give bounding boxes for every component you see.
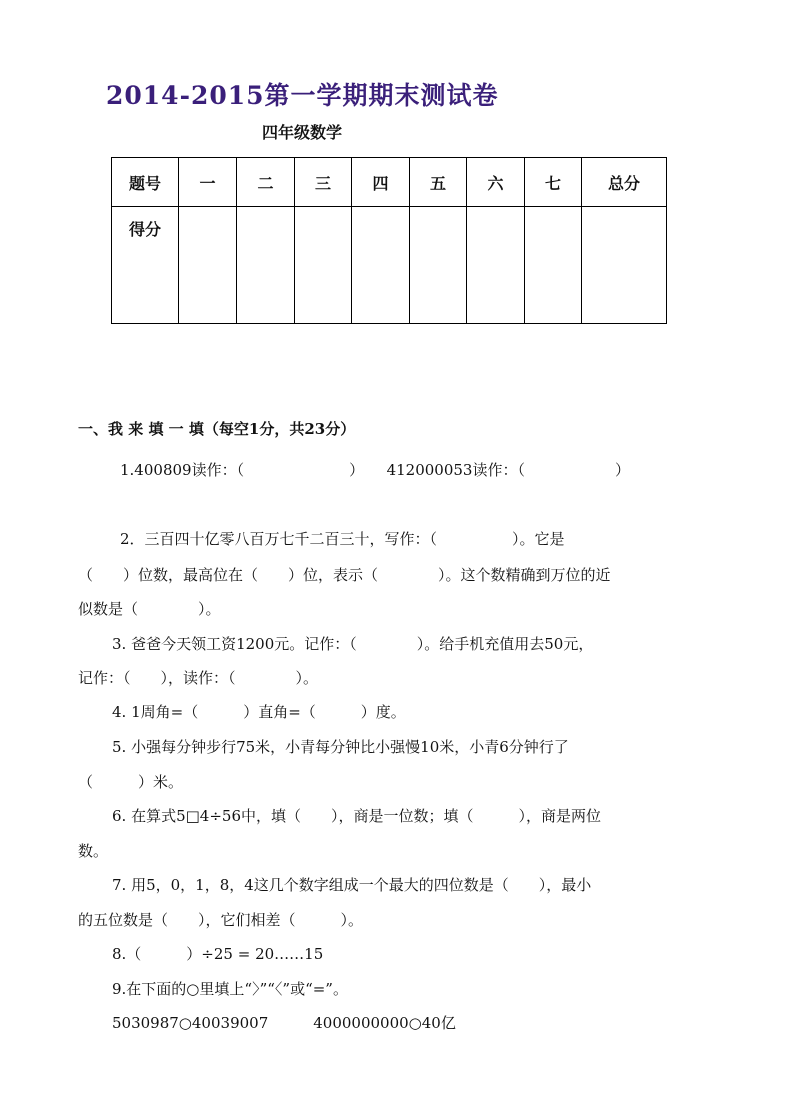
score-cell-2[interactable] (237, 207, 295, 324)
header-cell-label: 题号 (112, 158, 179, 207)
question-9: 9.在下面的○里填上“〉”“〈”或“=”。 (112, 980, 348, 998)
exam-title: 2014-2015第一学期期末测试卷 (106, 81, 499, 110)
header-cell-2: 二 (237, 158, 295, 207)
score-table-score-row (112, 207, 667, 324)
question-9-comparisons: 5030987○40039007 4000000000○40亿 (112, 1014, 456, 1032)
section-1-heading: 一、我 来 填 一 填（每空1分，共23分） (78, 420, 356, 438)
question-2-line-3: 似数是（ ）。 (78, 600, 221, 618)
question-6-line-2: 数。 (78, 842, 109, 860)
score-row-label: 得分 (112, 207, 179, 324)
score-cell-total[interactable] (582, 207, 667, 324)
question-8: 8.（ ）÷25 = 20……15 (112, 945, 324, 963)
question-5-line-2: （ ）米。 (78, 773, 184, 791)
score-cell-6[interactable] (467, 207, 525, 324)
question-5-line-1: 5. 小强每分钟步行75米，小青每分钟比小强慢10米，小青6分钟行了 (112, 738, 569, 756)
header-cell-6: 六 (467, 158, 525, 207)
score-cell-3[interactable] (295, 207, 352, 324)
question-2-line-2: （ ）位数，最高位在（ ）位，表示（ ）。这个数精确到万位的近 (78, 566, 611, 584)
score-table-header-row (112, 158, 667, 207)
question-4: 4. 1周角=（ ）直角=（ ）度。 (112, 703, 406, 721)
header-cell-1: 一 (179, 158, 237, 207)
question-7-line-1: 7. 用5，0，1，8，4这几个数字组成一个最大的四位数是（ ），最小 (112, 876, 592, 894)
header-cell-7: 七 (525, 158, 582, 207)
header-cell-total: 总分 (582, 158, 667, 207)
header-cell-3: 三 (295, 158, 352, 207)
exam-subtitle: 四年级数学 (262, 123, 343, 142)
question-1: 1.400809读作：（ ） 412000053读作：（ ） (120, 461, 630, 479)
question-2-line-1: 2．三百四十亿零八百万七千二百三十，写作：（ ）。它是 (120, 530, 565, 548)
question-7-line-2: 的五位数是（ ），它们相差（ ）。 (78, 911, 364, 929)
score-cell-4[interactable] (352, 207, 410, 324)
score-table (111, 157, 667, 324)
score-cell-5[interactable] (410, 207, 467, 324)
score-cell-7[interactable] (525, 207, 582, 324)
question-3-line-2: 记作：（ ），读作：（ ）。 (78, 669, 319, 687)
header-cell-5: 五 (410, 158, 467, 207)
score-cell-1[interactable] (179, 207, 237, 324)
question-3-line-1: 3. 爸爸今天领工资1200元。记作：（ ）。给手机充值用去50元， (112, 635, 594, 653)
header-cell-4: 四 (352, 158, 410, 207)
question-6-line-1: 6. 在算式5□4÷56中，填（ ），商是一位数；填（ ），商是两位 (112, 807, 601, 825)
